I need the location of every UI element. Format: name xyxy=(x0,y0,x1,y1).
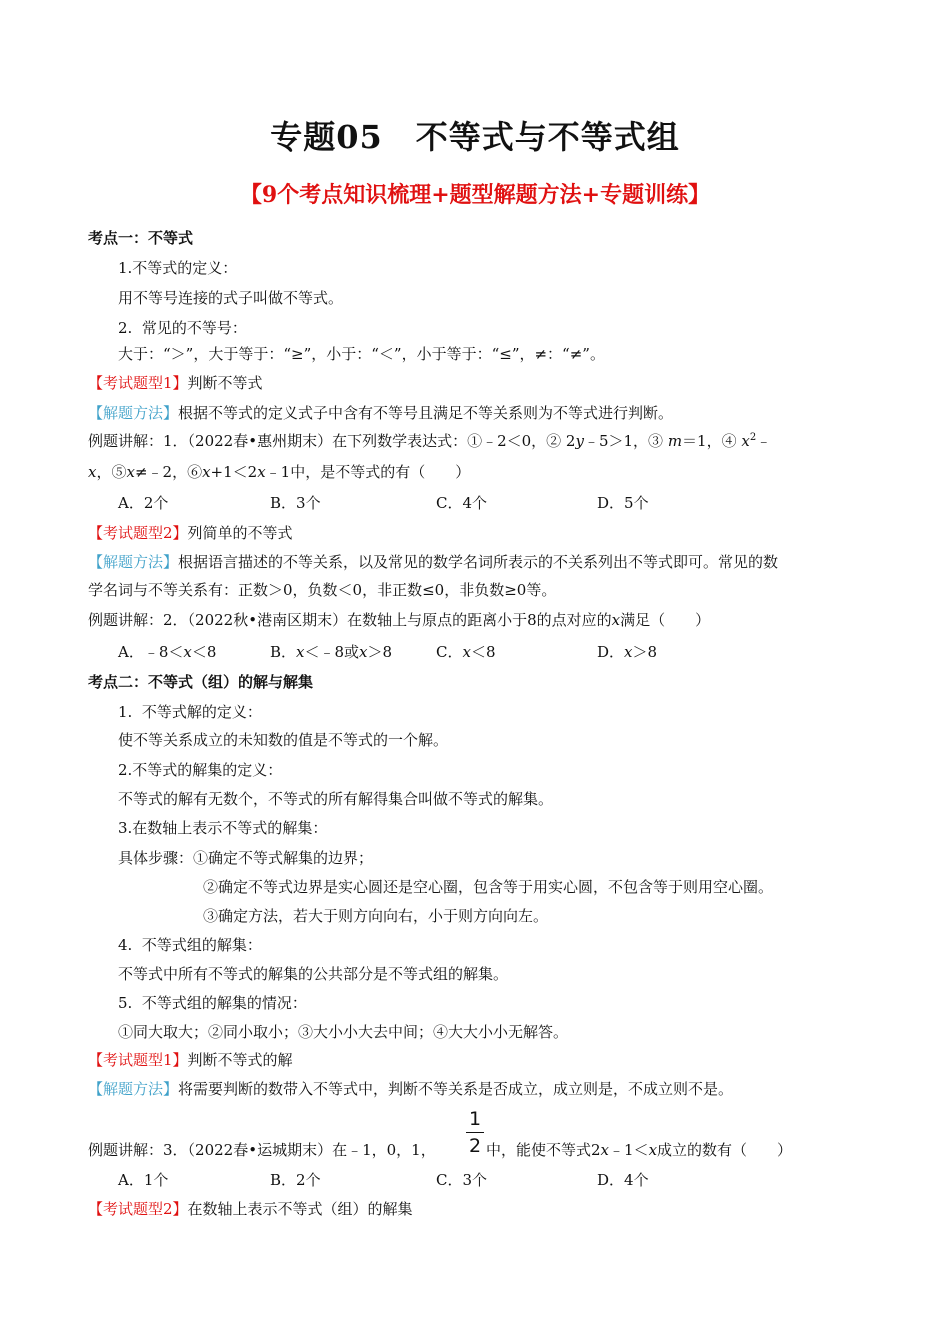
text-line: 1.不等式的定义： xyxy=(118,259,238,277)
fraction-bar xyxy=(466,1132,484,1133)
page-title: 专题05 不等式与不等式组 xyxy=(270,118,680,156)
method-tag: 【解题方法】 xyxy=(88,1080,179,1098)
exam-type-tag: 【考试题型2】 xyxy=(88,524,188,542)
option-d: D．5个 xyxy=(597,494,649,512)
exam-type-tag: 【考试题型1】 xyxy=(88,374,188,392)
fraction-denominator: 2 xyxy=(468,1135,482,1157)
text-line: 不等式的解有无数个，不等式的所有解得集合叫做不等式的解集。 xyxy=(118,790,554,808)
exam-type-2 xyxy=(88,523,293,543)
exam-type-text: 判断不等式 xyxy=(187,374,263,392)
fraction-numerator: 1 xyxy=(468,1108,482,1130)
method-text-cont: 学名词与不等关系有：正数＞0，负数＜0，非正数≤0，非负数≥0等。 xyxy=(88,581,557,599)
example-3-right: 中，能使不等式2x﹣1＜x成立的数有（ ） xyxy=(486,1141,793,1159)
option-d: D．x＞8 xyxy=(597,643,658,661)
text-line: 2. 常见的不等号： xyxy=(118,319,247,337)
text-line: 大于：“＞”，大于等于：“≥”，小于：“＜”，小于等于：“≤”，≠：“≠”。 xyxy=(118,345,605,363)
text-line: ③确定方法，若大于则方向向右，小于则方向向左。 xyxy=(203,907,549,925)
option-c: C．3个 xyxy=(436,1171,488,1189)
example-3-left: 例题讲解：3．（2022春•运城期末）在﹣1，0，1， xyxy=(88,1141,436,1159)
method-text: 将需要判断的数带入不等式中，判断不等关系是否成立，成立则是，不成立则不是。 xyxy=(178,1080,734,1098)
exam-type-tag: 【考试题型2】 xyxy=(88,1200,188,1218)
example-1-line-2: x，⑤x≠﹣2，⑥x+1＜2x﹣1中，是不等式的有（ ） xyxy=(88,463,471,481)
method-tag: 【解题方法】 xyxy=(88,404,179,422)
method-text: 根据不等式的定义式子中含有不等号且满足不等关系则为不等式进行判断。 xyxy=(178,404,674,422)
option-c: C．4个 xyxy=(436,494,488,512)
exam-type-2 xyxy=(88,1199,413,1219)
text-line: 2.不等式的解集的定义： xyxy=(118,761,283,779)
text-line: 具体步骤：①确定不等式解集的边界； xyxy=(118,849,374,867)
exam-type-1 xyxy=(88,373,263,393)
text-line: 1. 不等式解的定义： xyxy=(118,703,262,721)
option-c: C．x＜8 xyxy=(436,643,496,661)
option-b: B．3个 xyxy=(270,494,321,512)
option-b: B．2个 xyxy=(270,1171,321,1189)
method-tag: 【解题方法】 xyxy=(88,553,179,571)
text-line: 不等式中所有不等式的解集的公共部分是不等式组的解集。 xyxy=(118,965,509,983)
exam-type-1 xyxy=(88,1050,293,1070)
fraction-one-half xyxy=(464,1107,486,1158)
text-line: 3.在数轴上表示不等式的解集： xyxy=(118,819,328,837)
solution-method-3 xyxy=(88,1079,733,1099)
option-d: D．4个 xyxy=(597,1171,649,1189)
section-heading-2: 考点二：不等式（组）的解与解集 xyxy=(88,673,314,691)
option-b: B．x＜﹣8或x＞8 xyxy=(270,643,393,661)
section-heading-1: 考点一：不等式 xyxy=(88,229,194,247)
method-text: 根据语言描述的不等关系，以及常见的数学名词所表示的不关系列出不等式即可。常见的数 xyxy=(178,553,779,571)
text-line: ②确定不等式边界是实心圆还是空心圈，包含等于用实心圆，不包含等于则用空心圈。 xyxy=(203,878,774,896)
text-line: 用不等号连接的式子叫做不等式。 xyxy=(118,289,344,307)
exam-type-tag: 【考试题型1】 xyxy=(88,1051,188,1069)
option-a: A．1个 xyxy=(118,1171,169,1189)
option-a: A．2个 xyxy=(118,494,169,512)
example-2: 例题讲解：2．（2022秋•港南区期末）在数轴上与原点的距离小于8的点对应的x满足（ ） xyxy=(88,611,711,629)
text-line: 使不等关系成立的未知数的值是不等式的一个解。 xyxy=(118,731,449,749)
text-line: 4. 不等式组的解集： xyxy=(118,936,262,954)
exam-type-text: 在数轴上表示不等式（组）的解集 xyxy=(187,1200,413,1218)
exam-type-text: 判断不等式的解 xyxy=(187,1051,293,1069)
solution-method-1 xyxy=(88,403,673,423)
example-1-line-1: 例题讲解：1．（2022春•惠州期末）在下列数学表达式：①﹣2＜0，② 2y﹣5＞1，③ m＝1，④ $x^2﹣$ xyxy=(88,432,772,450)
solution-method-2 xyxy=(88,552,778,572)
option-a: A．﹣8＜x＜8 xyxy=(118,643,217,661)
page-subtitle: 【9个考点知识梳理+题型解题方法+专题训练】 xyxy=(239,182,711,208)
text-line: ①同大取大；②同小取小；③大小小大去中间；④大大小小无解答。 xyxy=(118,1023,569,1041)
text-line: 5. 不等式组的解集的情况： xyxy=(118,994,307,1012)
exam-type-text: 列简单的不等式 xyxy=(187,524,293,542)
